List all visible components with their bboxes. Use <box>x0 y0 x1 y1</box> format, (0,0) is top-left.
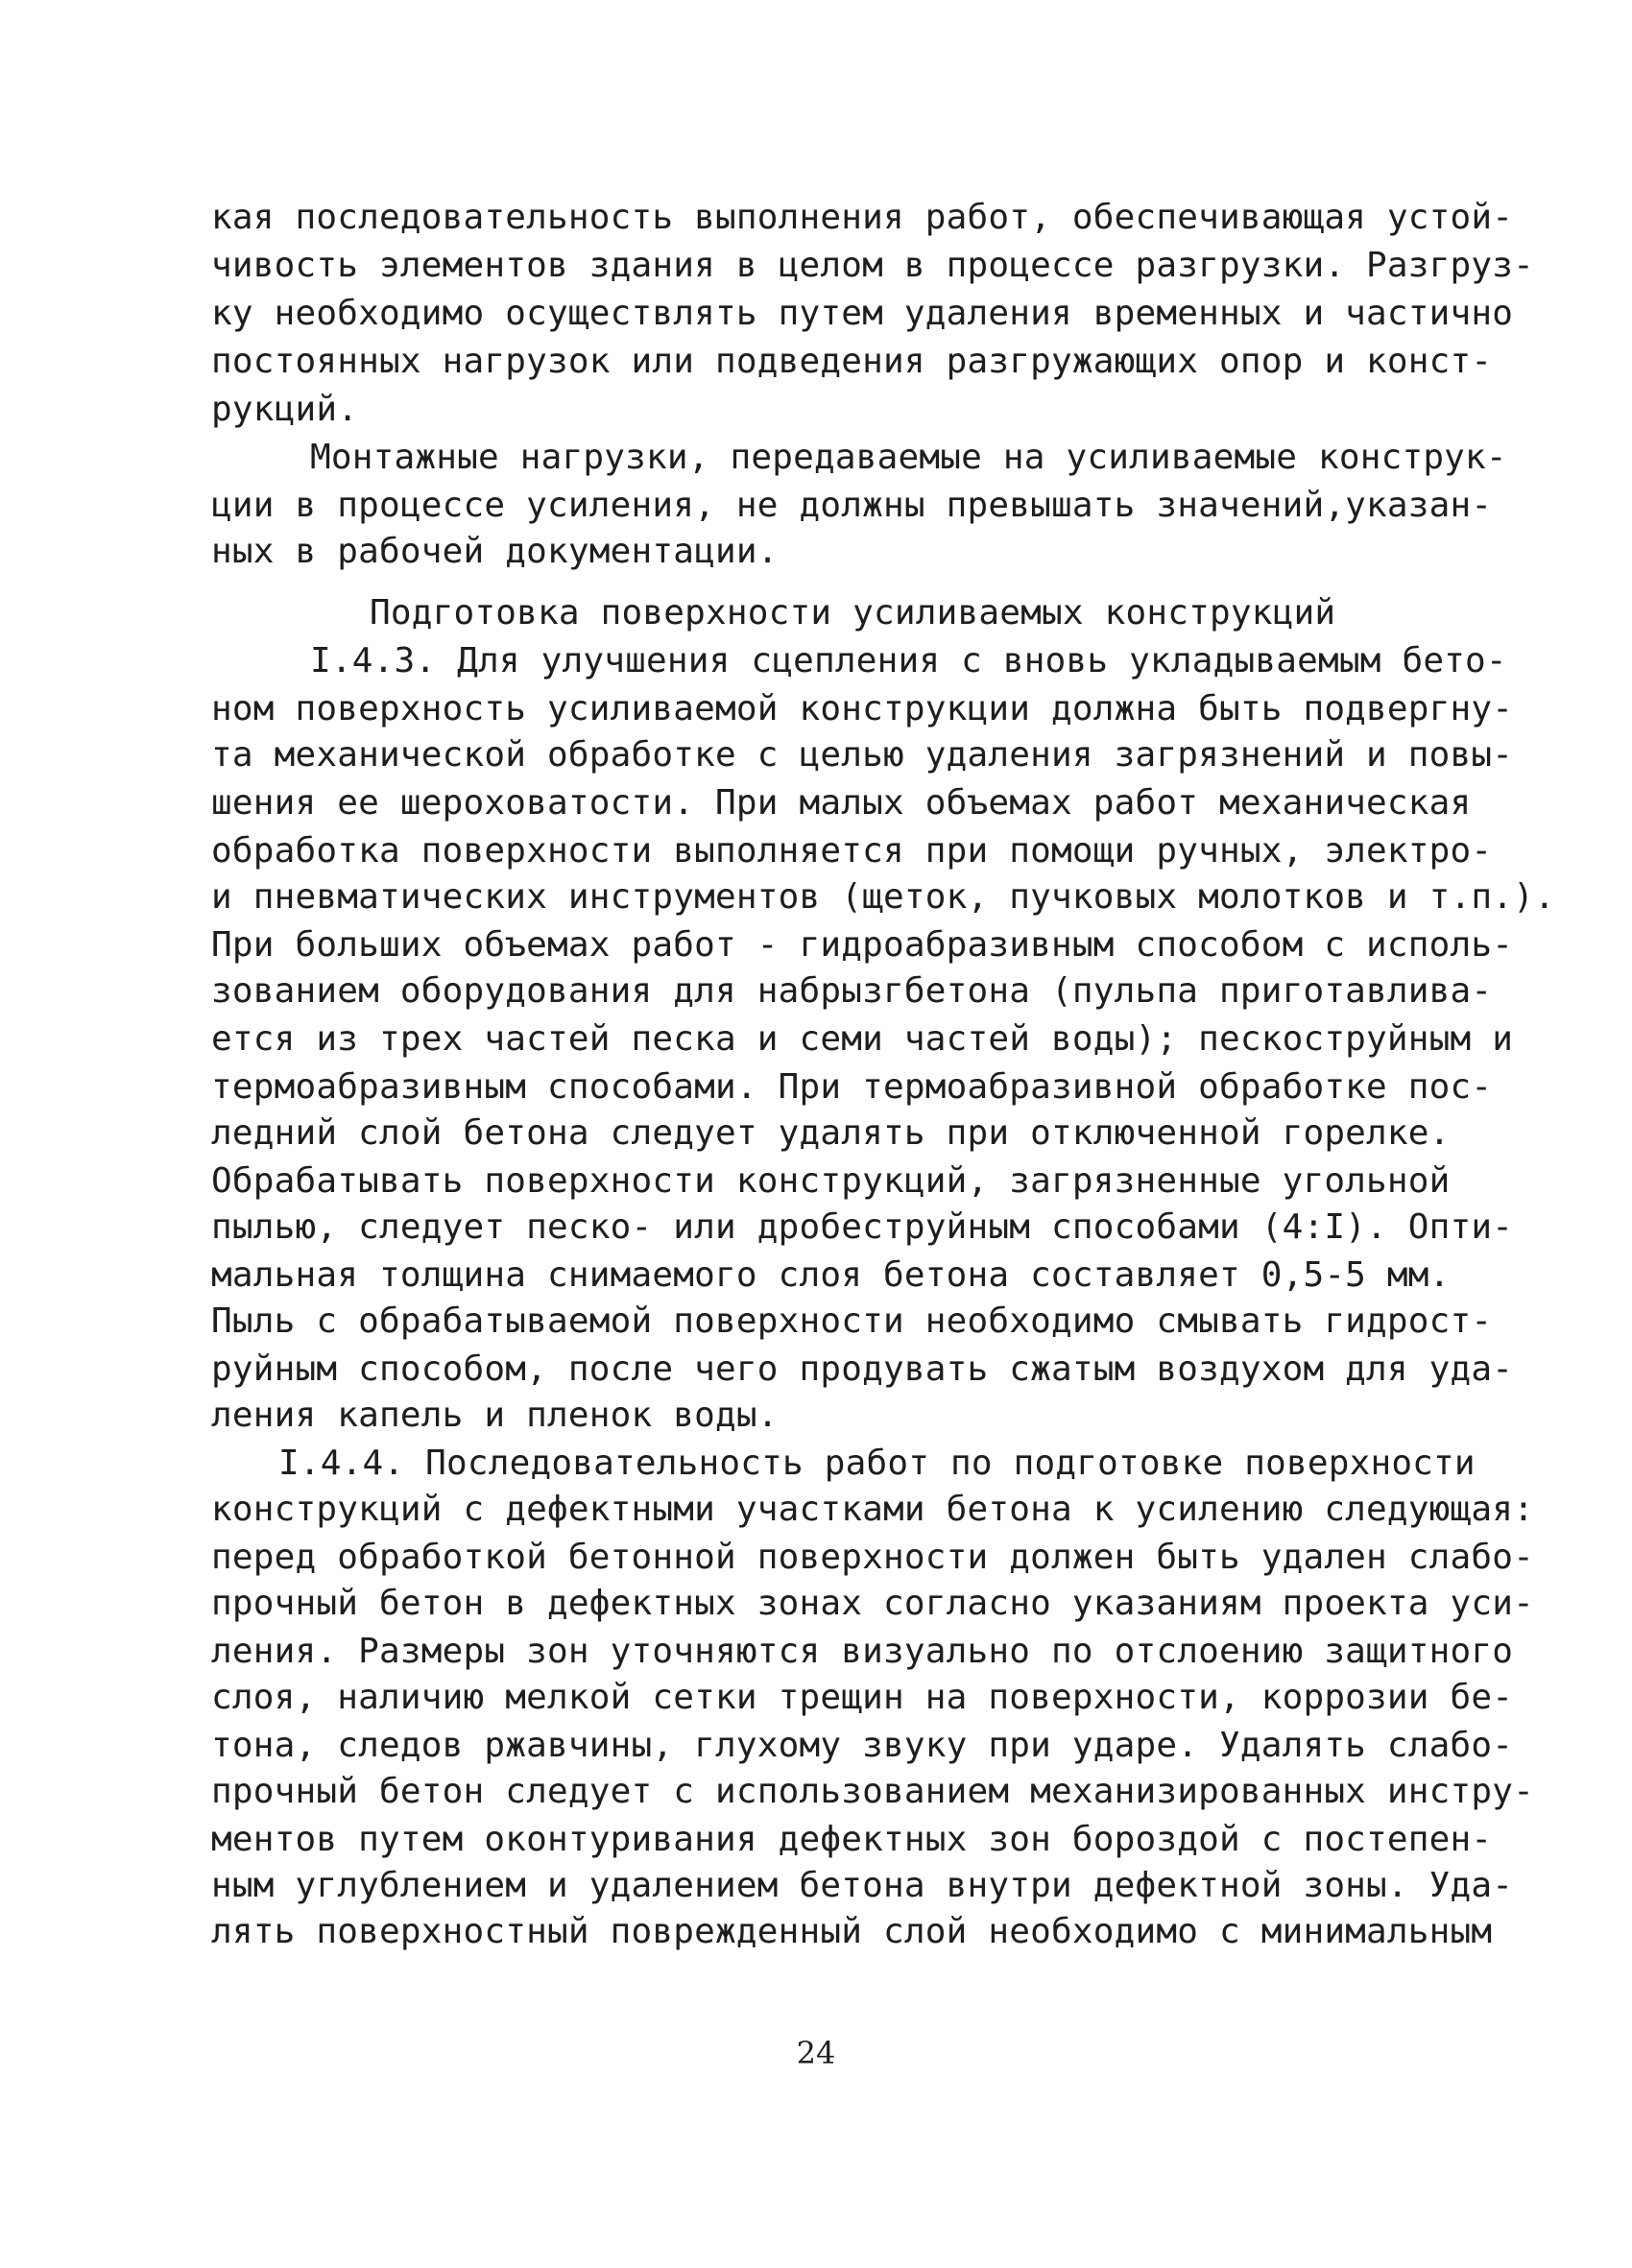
text-line: руйным способом, после чего продувать сжатым воздухом для уда- <box>211 1349 1514 1389</box>
text-line: мальная толщина снимаемого слоя бетона составляет 0,5-5 мм. <box>211 1255 1451 1295</box>
section-heading: Подготовка поверхности усиливаемых конструкций <box>370 593 1336 633</box>
text-line: ется из трех частей песка и семи частей воды); пескоструйным и <box>211 1019 1514 1059</box>
text-line: Пыль с обрабатываемой поверхности необходимо смывать гидрост- <box>211 1301 1493 1341</box>
text-line: шения ее шероховатости. При малых объемах работ механическая <box>211 783 1472 823</box>
text-line: слоя, наличию мелкой сетки трещин на поверхности, коррозии бе- <box>211 1678 1514 1717</box>
text-line: и пневматических инструментов (щеток, пучковых молотков и т.п.). <box>211 877 1555 917</box>
text-line: обработка поверхности выполняется при помощи ручных, электро- <box>211 831 1493 871</box>
text-line: Монтажные нагрузки, передаваемые на усиливаемые конструк- <box>310 438 1507 477</box>
text-line: рукций. <box>211 390 359 429</box>
text-line: тона, следов ржавчины, глухому звуку при ударе. Удалять слабо- <box>211 1726 1514 1765</box>
text-line: ном поверхность усиливаемой конструкции должна быть подвергну- <box>211 689 1514 728</box>
text-line: I.4.4. Последовательность работ по подготовке поверхности <box>278 1444 1476 1483</box>
text-line: ции в процессе усиления, не должны превышать значений,указан- <box>211 486 1493 525</box>
text-line: прочный бетон следует с использованием механизированных инстру- <box>211 1772 1535 1811</box>
text-line: ным углублением и удалением бетона внутри дефектной зоны. Уда- <box>211 1866 1514 1905</box>
text-line: термоабразивным способами. При термоабразивной обработке пос- <box>211 1067 1493 1107</box>
page-number: 24 <box>796 2035 836 2071</box>
text-line: конструкций с дефектными участками бетона к усилению следующая: <box>211 1490 1535 1529</box>
text-line: ледний слой бетона следует удалять при отключенной горелке. <box>211 1113 1451 1153</box>
text-line: постоянных нагрузок или подведения разгружающих опор и конст- <box>211 342 1493 381</box>
text-line: прочный бетон в дефектных зонах согласно указаниям проекта уси- <box>211 1584 1535 1623</box>
text-line: ления капель и пленок воды. <box>211 1396 779 1435</box>
text-line: При больших объемах работ - гидроабразивным способом с исполь- <box>211 925 1514 965</box>
text-line: чивость элементов здания в целом в процессе разгрузки. Разгруз- <box>211 246 1535 285</box>
text-line: Обрабатывать поверхности конструкций, загрязненные угольной <box>211 1161 1451 1201</box>
text-line: пылью, следует песко- или дробеструйным способами (4:I). Опти- <box>211 1207 1514 1247</box>
text-line: лять поверхностный поврежденный слой необходимо с минимальным <box>211 1912 1493 1951</box>
text-line: I.4.3. Для улучшения сцепления с вновь укладываемым бето- <box>310 641 1507 680</box>
text-line: та механической обработке с целью удаления загрязнений и повы- <box>211 735 1514 775</box>
text-line: перед обработкой бетонной поверхности должен быть удален слабо- <box>211 1538 1535 1577</box>
text-line: ментов путем оконтуривания дефектных зон бороздой с постепен- <box>211 1820 1493 1859</box>
text-line: ления. Размеры зон уточняются визуально по отслоению защитного <box>211 1632 1514 1671</box>
text-line: ных в рабочей документации. <box>211 532 779 571</box>
text-line: кая последовательность выполнения работ, обеспечивающая устой- <box>211 198 1514 237</box>
text-line: зованием оборудования для набрызгбетона (пульпа приготавлива- <box>211 971 1493 1011</box>
text-line: ку необходимо осуществлять путем удаления временных и частично <box>211 294 1514 333</box>
